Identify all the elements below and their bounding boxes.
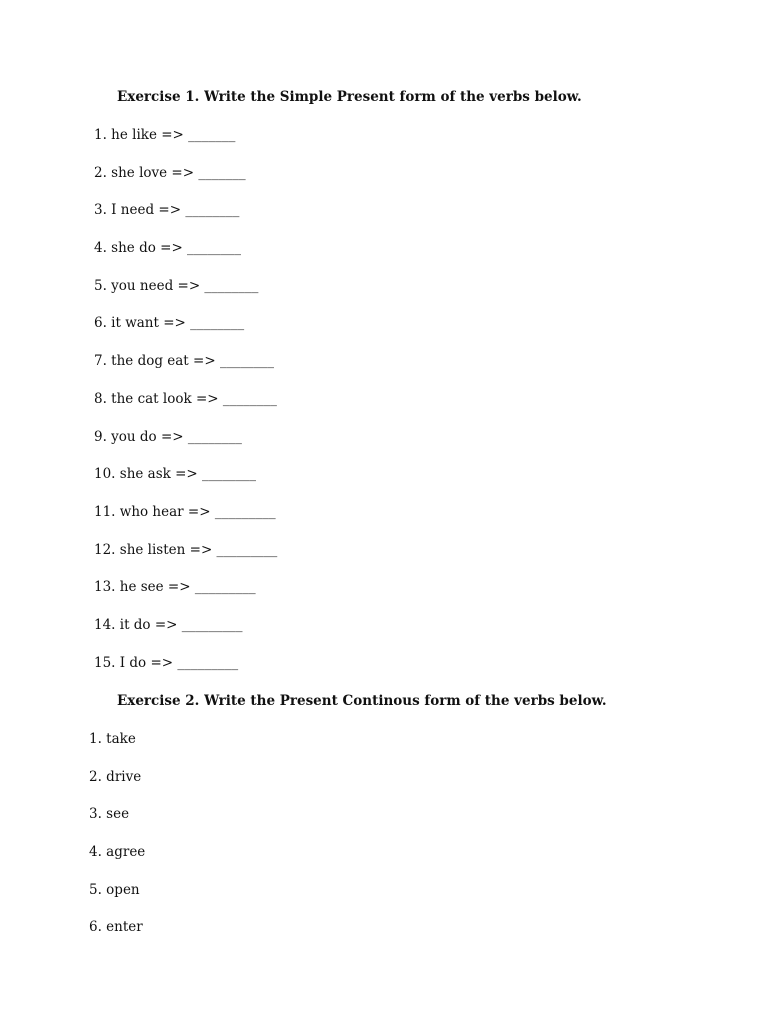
list-item: 2. she love => _______ xyxy=(94,164,246,181)
list-item: 13. he see => _________ xyxy=(94,579,256,596)
list-item: 1. he like => _______ xyxy=(94,127,236,143)
list-item: 6. it want => ________ xyxy=(94,315,245,332)
list-item: 14. it do => _________ xyxy=(94,616,243,633)
list-item: 3. I need => ________ xyxy=(94,202,240,219)
list-item: 2. drive xyxy=(89,768,142,785)
exercise-2-title: Exercise 2. Write the Present Continous form of the verbs below. xyxy=(117,693,607,709)
list-item: 11. who hear => _________ xyxy=(94,503,276,520)
exercise-2-list xyxy=(89,730,145,956)
list-item: 3. see xyxy=(89,806,130,823)
list-item: 9. you do => ________ xyxy=(94,428,242,445)
list-item: 5. open xyxy=(89,881,140,898)
list-item: 8. the cat look => ________ xyxy=(94,390,277,407)
list-item: 1. take xyxy=(89,731,136,747)
exercise-1-title: Exercise 1. Write the Simple Present form of the verbs below. xyxy=(117,89,582,105)
list-item: 12. she listen => _________ xyxy=(94,541,278,558)
list-item: 7. the dog eat => ________ xyxy=(94,353,274,370)
list-item: 4. agree xyxy=(89,844,146,861)
list-item: 5. you need => ________ xyxy=(94,277,259,294)
exercise-1-list xyxy=(94,126,277,691)
list-item: 4. she do => ________ xyxy=(94,240,242,257)
list-item: 15. I do => _________ xyxy=(94,654,239,671)
list-item: 10. she ask => ________ xyxy=(94,466,257,483)
list-item: 6. enter xyxy=(89,919,143,936)
